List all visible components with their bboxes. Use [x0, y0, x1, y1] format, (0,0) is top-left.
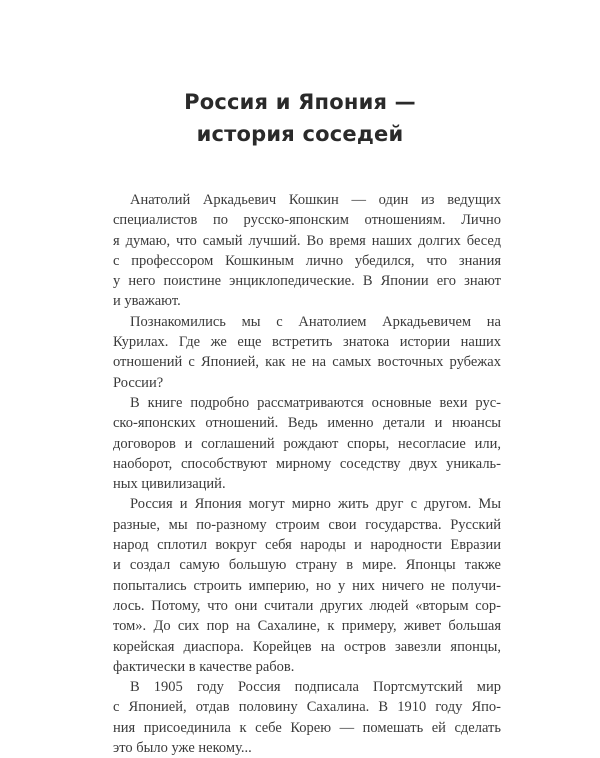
paragraph-2 — [113, 312, 501, 393]
text-line: России? — [113, 374, 164, 391]
text-line: том». До сих пор на Сахалине, к примеру, живет большая — [113, 618, 501, 635]
text-line: я думаю, что самый лучший. Во время наших долгих бесед — [113, 232, 501, 249]
chapter-title — [0, 86, 600, 150]
text-line: лось. Потому, что они считали других людей «вторым сор- — [113, 597, 501, 614]
text-line: договоров и соглашений рождают споры, несогласие или, — [113, 435, 501, 452]
text-line: это было уже некому... — [113, 740, 252, 757]
text-line: В 1905 году Россия подписала Портсмутский мир — [130, 679, 501, 696]
text-line: с Японией, отдав половину Сахалина. В 1910 году Япо- — [113, 699, 501, 716]
text-line: Анатолий Аркадьевич Кошкин — один из ведущих — [130, 192, 501, 208]
text-line: и создал самую большую страну в мире. Японцы также — [113, 557, 501, 574]
text-line: фактически в качестве рабов. — [113, 658, 295, 675]
paragraph-1 — [113, 190, 501, 312]
paragraph-4 — [113, 494, 501, 677]
text-line: наоборот, способствуют мирному соседству двух уникаль- — [113, 455, 501, 472]
text-line: специалистов по русско-японским отношениям. Лично — [113, 212, 501, 229]
text-line: Познакомились мы с Анатолием Аркадьевичем на — [130, 313, 501, 330]
text-line: разные, мы по-разному строим свои государства. Русский — [113, 516, 501, 533]
text-line: ных цивилизаций. — [113, 476, 226, 493]
chapter-title-line-2: история соседей — [196, 122, 404, 146]
text-line: Россия и Япония могут мирно жить друг с другом. Мы — [130, 496, 501, 513]
paragraph-5 — [113, 677, 501, 758]
chapter-body — [113, 190, 501, 758]
text-line: В книге подробно рассматриваются основные вехи рус- — [130, 394, 501, 411]
text-line: попытались строить империю, но у них ничего не получи- — [113, 577, 501, 594]
text-line: ско-японских отношений. Ведь именно детали и нюансы — [113, 415, 501, 432]
text-line: у него поистине энциклопедические. В Японии его знают — [113, 273, 501, 290]
chapter-title-line-1: Россия и Япония — — [184, 90, 416, 114]
text-line: и уважают. — [113, 293, 181, 310]
text-line: с профессором Кошкиным лично убедился, что знания — [113, 252, 501, 269]
text-line: отношений с Японией, как не на самых восточных рубежах — [113, 354, 501, 371]
paragraph-3 — [113, 393, 501, 494]
text-line: корейская диаспора. Корейцев на остров завезли японцы, — [113, 638, 501, 655]
text-line: народ сплотил вокруг себя народы и народности Евразии — [113, 537, 501, 554]
text-line: ния присоединила к себе Корею — помешать ей сделать — [113, 719, 501, 736]
text-line: Курилах. Где же еще встретить знатока истории наших — [113, 334, 501, 351]
